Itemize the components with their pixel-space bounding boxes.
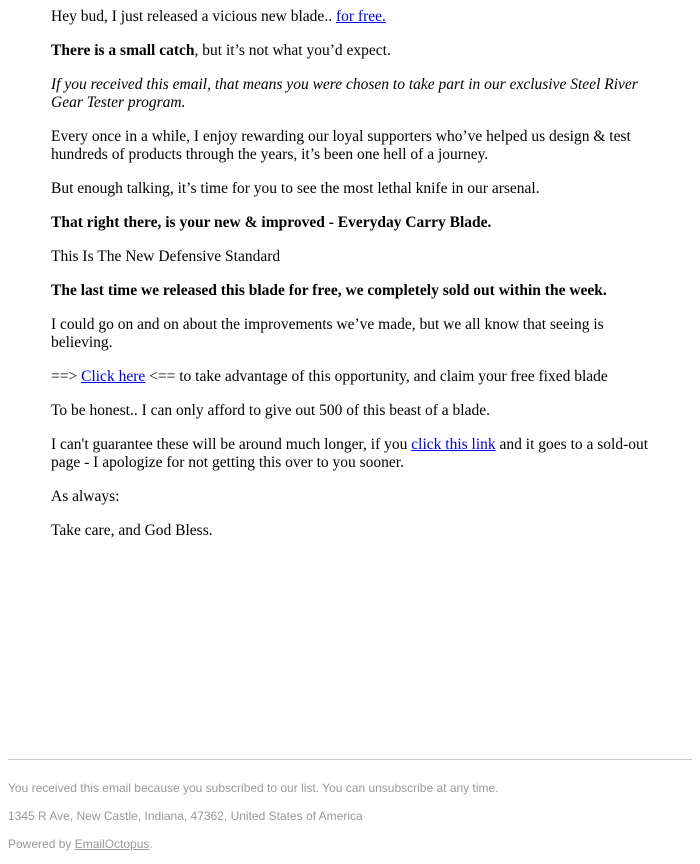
- for-free-link[interactable]: for free.: [335, 8, 386, 25]
- greeting-text: Hey bud, I just released a vicious new blade..: [51, 8, 336, 25]
- honest-paragraph: To be honest.. I can only afford to give out 500 of this beast of a blade.: [51, 402, 490, 419]
- click-here-link[interactable]: Click here: [81, 368, 146, 385]
- footer-subscribed-text: You received this email because you subscribed to our list. You can unsubscribe at any time.: [8, 781, 499, 795]
- powered-prefix-text: Powered by: [8, 837, 75, 851]
- guarantee-suffix-text: and it goes to a sold-out page - I apologize for not getting this over to you sooner.: [51, 436, 649, 471]
- guarantee-paragraph: [51, 436, 661, 472]
- cta-paragraph: [51, 368, 661, 386]
- footer-powered-by: [8, 836, 692, 852]
- sold-out-bold-text: The last time we released this blade for free, we completely sold out within the week.: [51, 282, 607, 299]
- sold-out-paragraph: [51, 282, 661, 300]
- tester-paragraph: [51, 76, 661, 112]
- click-this-link[interactable]: click this link: [411, 436, 496, 453]
- catch-rest-text: , but it’s not what you’d expect.: [194, 42, 391, 59]
- catch-bold-text: There is a small catch: [51, 42, 195, 59]
- catch-paragraph: [51, 42, 661, 60]
- new-blade-bold-text: That right there, is your new & improved - Everyday Carry Blade.: [51, 214, 492, 231]
- rewarding-paragraph: Every once in a while, I enjoy rewarding our loyal supporters who’ve helped us design & test hundreds of products through the years, it’s been one hell of a journey.: [51, 128, 631, 163]
- cta-suffix-text: <== to take advantage of this opportunity, and claim your free fixed blade: [145, 368, 608, 385]
- footer-address-text: 1345 R Ave, New Castle, Indiana, 47362, United States of America: [8, 809, 363, 823]
- new-blade-paragraph: [51, 214, 661, 232]
- cta-prefix-text: ==>: [51, 368, 82, 385]
- footer-divider: [8, 759, 692, 760]
- as-always-paragraph: As always:: [51, 488, 120, 505]
- tester-italic-text: If you received this email, that means you were chosen to take part in our exclusive Steel River Gear Tester program.: [51, 76, 638, 111]
- powered-suffix-text: .: [149, 837, 153, 851]
- guarantee-prefix-text: I can't guarantee these will be around much longer, if you: [51, 436, 412, 453]
- signoff-paragraph: Take care, and God Bless.: [51, 522, 213, 539]
- emailoctopus-link[interactable]: EmailOctopus: [74, 837, 150, 851]
- greeting-paragraph: [51, 8, 661, 26]
- enough-paragraph: But enough talking, it’s time for you to see the most lethal knife in our arsenal.: [51, 180, 540, 197]
- improvements-paragraph: I could go on and on about the improvements we’ve made, but we all know that seeing is believing.: [51, 316, 604, 351]
- standard-paragraph: This Is The New Defensive Standard: [51, 248, 281, 265]
